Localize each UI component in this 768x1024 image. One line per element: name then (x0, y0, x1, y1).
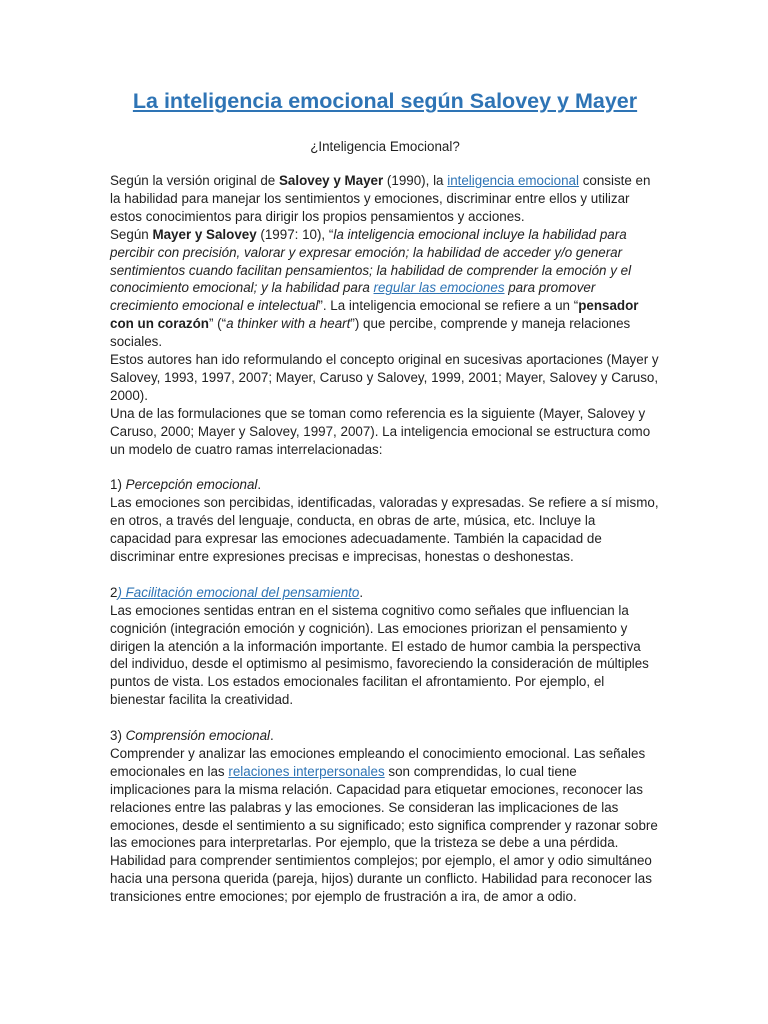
paragraph-reformulation: Estos autores han ido reformulando el concepto original en sucesivas aportaciones (Mayer y Salovey, 1993, 1997, 2007; Mayer, Caruso y Salovey, 1999, 2001; Mayer, Salovey y Caruso, 2000). (110, 352, 659, 403)
subtitle: ¿Inteligencia Emocional? (310, 139, 460, 154)
link-facilitacion-emocional[interactable]: ) Facilitación emocional del pensamiento (117, 584, 360, 600)
paragraph-formulation: Una de las formulaciones que se toman como referencia es la siguiente (Mayer, Salovey y Caruso, 2000; Mayer y Salovey, 1997, 2007). La inteligencia emocional se estructura como un modelo de cuatro ramas interrelacionadas: (110, 405, 651, 457)
link-inteligencia-emocional[interactable]: inteligencia emocional (447, 173, 579, 188)
section-3-body: Comprender y analizar las emociones empleando el conocimiento emocional. Las señales emocionales en las relaciones interpersonales son comprendidas, lo cual tiene implicaciones para la misma relación. Capacidad para etiquetar emociones, reconocer las relaciones entre las palabras y las emociones. Se consideran las implicaciones de las emociones, desde el sentimiento a su significado; esto significa comprender y razonar sobre las emociones para interpretarlas. Por ejemplo, que la tristeza se debe a una pérdida. Habilidad para comprender sentimientos complejos; por ejemplo, el amor y odio simultáneo hacia una persona querida (pareja, hijos) durante un conflicto. Habilidad para reconocer las transiciones entre emociones; por ejemplo de frustración a ira, de amor a odio. (110, 745, 658, 905)
title-link[interactable]: La inteligencia emocional según Salovey y Mayer (132, 89, 638, 113)
link-regular-emociones[interactable]: regular las emociones (373, 280, 505, 296)
paragraph-intro: Según la versión original de Salovey y Mayer (1990), la inteligencia emocional consiste en la habilidad para manejar los sentimientos y emociones, discriminar entre ellos y utilizar estos conocimientos para dirigir los propios pensamientos y acciones. (110, 173, 651, 224)
link-relaciones-interpersonales[interactable]: relaciones interpersonales (228, 763, 385, 779)
section-2-body: Las emociones sentidas entran en el sistema cognitivo como señales que influencian la cognición (integración emoción y cognición). Las emociones priorizan el pensamiento y dirigen la atención a la información importante. El estado de humor cambia la perspectiva del individuo, desde el optimismo al pesimismo, favoreciendo la consideración de múltiples puntos de vista. Los estados emocionales facilitan el afrontamiento. Por ejemplo, el bienestar facilita la creatividad. (110, 602, 649, 708)
section-1-body: Las emociones son percibidas, identificadas, valoradas y expresadas. Se refiere a sí mismo, en otros, a través del lenguaje, conducta, en obras de arte, música, etc. Incluye la capacidad para expresar las emociones adecuadamente. También la capacidad de discriminar entre expresiones precisas e imprecisas, honestas o deshonestas. (110, 495, 659, 565)
page-title (110, 86, 660, 116)
section-3-heading: 3) Comprensión emocional. (110, 728, 274, 744)
section-1-heading: 1) Percepción emocional. (110, 477, 262, 493)
paragraph-definition: Según Mayer y Salovey (1997: 10), “la inteligencia emocional incluye la habilidad para percibir con precisión, valorar y expresar emoción; la habilidad de acceder y/o generar sentimientos cuando facilitan pensamientos; la habilidad de comprender la emoción y el conocimiento emocional; y la habilidad para regular las emociones para promover crecimiento emocional e intelectual”. La inteligencia emocional se refiere a un “pensador con un corazón” (“a thinker with a heart”) que percibe, comprende y maneja relaciones sociales. (110, 226, 639, 350)
section-2-heading: 2) Facilitación emocional del pensamiento. (110, 584, 364, 600)
